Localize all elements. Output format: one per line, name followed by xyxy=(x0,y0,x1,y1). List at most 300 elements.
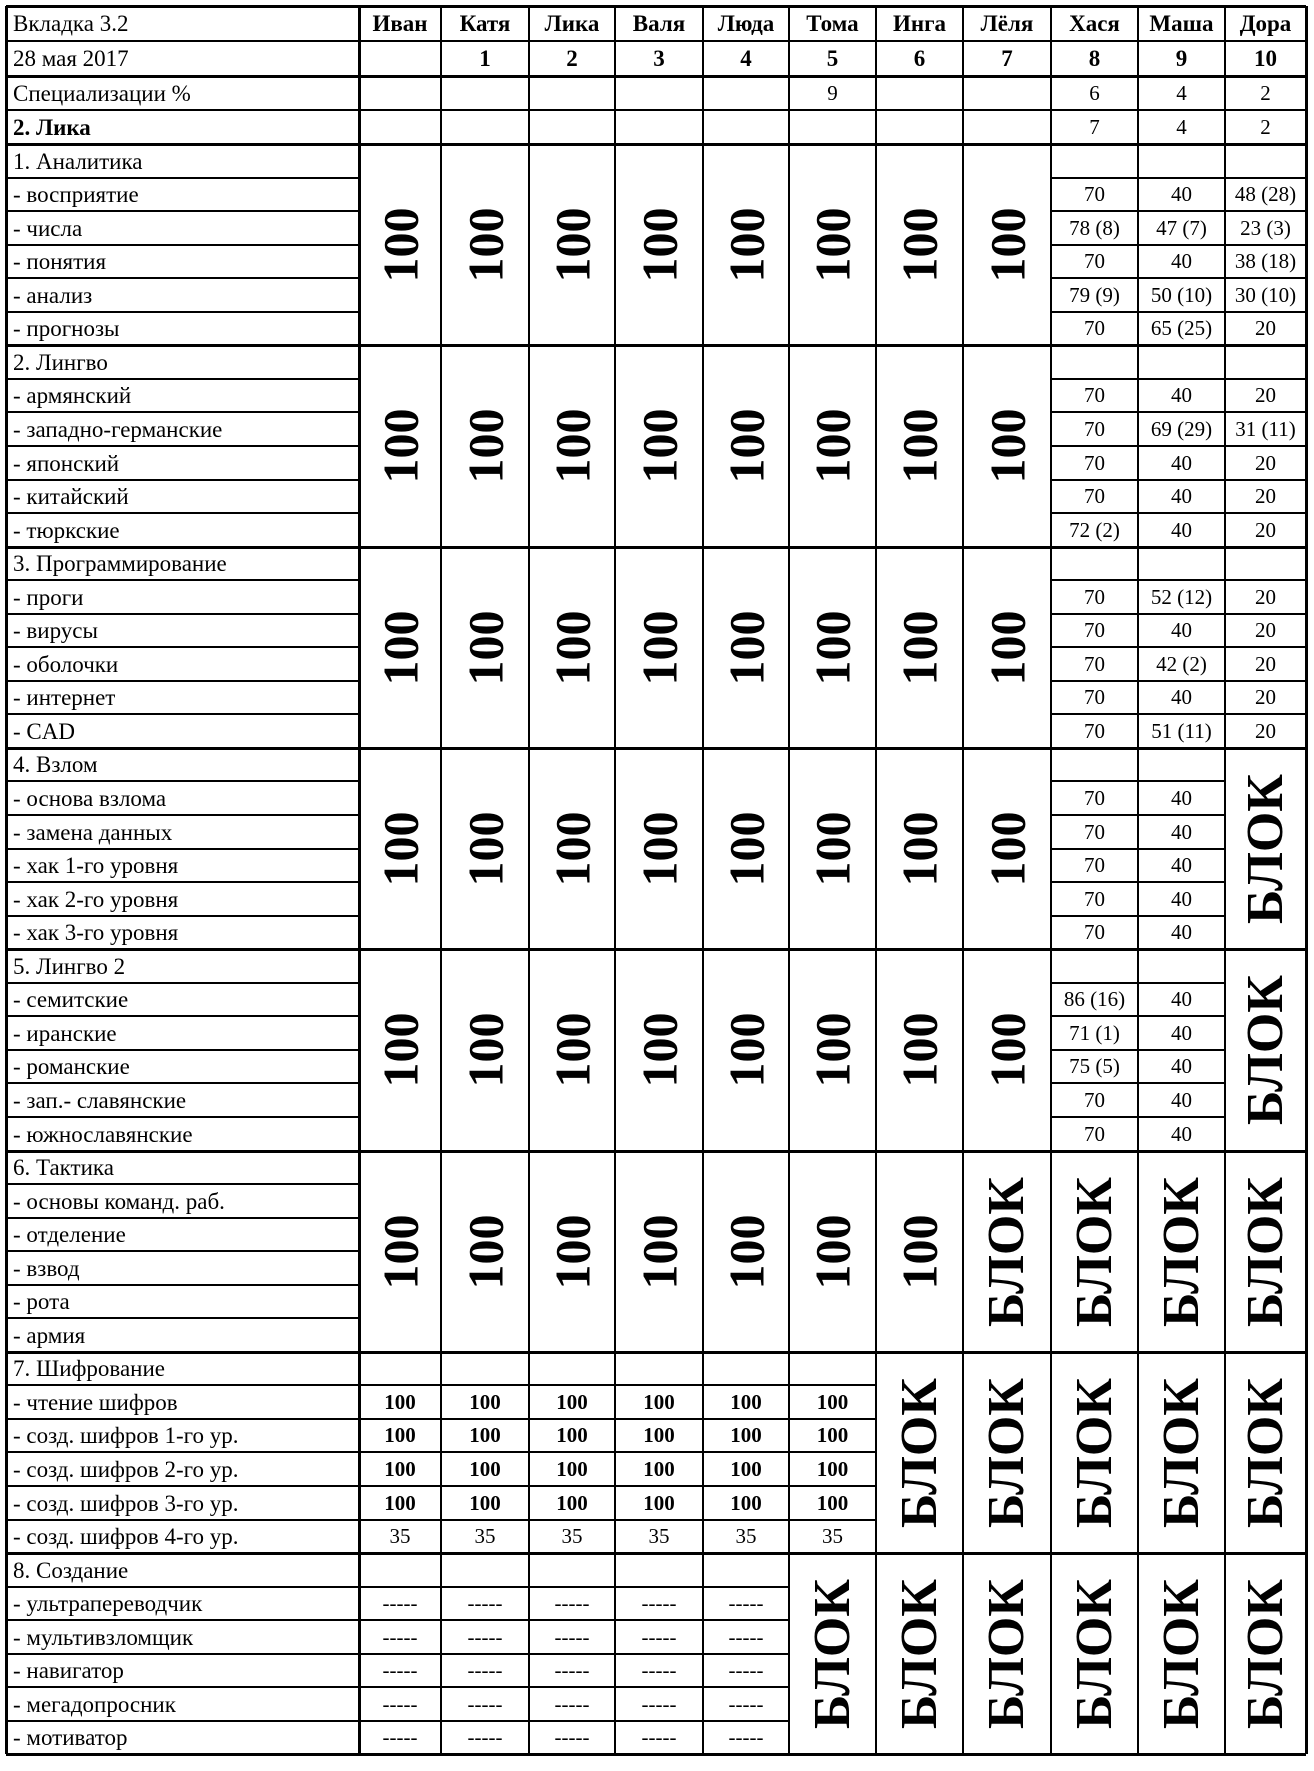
grid-line xyxy=(5,949,8,1151)
section-title: 5. Лингво 2 xyxy=(13,953,126,979)
table-cell: 69 (29) xyxy=(1150,416,1213,441)
grid-line xyxy=(1225,445,1306,446)
table-cell: ----- xyxy=(554,1691,590,1716)
grid-line xyxy=(702,949,703,1151)
column-name: Лика xyxy=(544,11,600,36)
grid-line xyxy=(1305,6,1308,144)
grid-line xyxy=(788,748,789,949)
table-cell: ----- xyxy=(467,1725,503,1749)
grid-line xyxy=(1224,6,1225,144)
table-cell xyxy=(529,76,615,110)
grid-line xyxy=(6,445,359,446)
table-cell: ----- xyxy=(728,1725,764,1749)
grid-line xyxy=(358,1151,361,1352)
grid-line xyxy=(962,1352,963,1553)
grid-line xyxy=(788,1151,789,1352)
grid-line xyxy=(1138,881,1225,882)
merged-score-text: 100 xyxy=(457,1012,513,1088)
column-number: 8 xyxy=(1088,46,1101,71)
grid-line xyxy=(1305,345,1308,547)
grid-line xyxy=(359,1720,441,1721)
grid-line xyxy=(6,814,359,815)
row-label: - хак 2-го уровня xyxy=(13,886,179,912)
grid-line xyxy=(703,1720,789,1721)
table-cell: 9 xyxy=(827,80,838,105)
column-name: Валя xyxy=(632,11,686,36)
grid-line xyxy=(1051,1049,1138,1050)
grid-line xyxy=(1305,547,1308,748)
block-label-text: БЛОК xyxy=(803,1578,861,1729)
grid-line xyxy=(702,345,703,547)
grid-line xyxy=(6,277,359,278)
grid-line xyxy=(1225,613,1306,614)
table-cell: 35 xyxy=(389,1524,411,1548)
grid-line xyxy=(6,881,359,882)
block-label xyxy=(1225,949,1306,1151)
grid-line xyxy=(703,1384,789,1385)
block-label-text: БЛОК xyxy=(1236,1578,1294,1729)
grid-line xyxy=(358,949,361,1151)
grid-line xyxy=(1225,177,1306,178)
table-cell xyxy=(359,110,441,144)
row-label: - понятия xyxy=(13,249,107,274)
grid-line xyxy=(614,6,615,144)
merged-score-text: 100 xyxy=(372,811,428,886)
table-cell: 70 xyxy=(1084,886,1105,911)
grid-line xyxy=(1137,1352,1138,1553)
merged-score-text: 100 xyxy=(631,408,687,484)
grid-line xyxy=(6,1217,359,1218)
column-name: Маша xyxy=(1149,11,1214,36)
grid-line xyxy=(6,1686,359,1687)
table-cell: ----- xyxy=(728,1591,764,1615)
merged-score-text: 100 xyxy=(804,811,861,886)
table-cell: 40 xyxy=(1171,920,1192,944)
grid-line xyxy=(1051,646,1138,647)
table-cell: 100 xyxy=(816,1490,849,1515)
table-cell: ----- xyxy=(728,1691,764,1716)
table-cell: ----- xyxy=(382,1725,418,1749)
block-label xyxy=(1225,748,1306,949)
row-label: - созд. шифров 2-го ур. xyxy=(13,1456,239,1482)
table-cell: 52 (12) xyxy=(1150,584,1213,609)
grid-line xyxy=(614,144,615,345)
table-cell: 71 (1) xyxy=(1069,1020,1120,1045)
grid-line xyxy=(1305,1151,1308,1352)
table-cell: 70 xyxy=(1084,584,1105,609)
grid-line xyxy=(6,378,359,379)
grid-line xyxy=(875,547,876,748)
table-cell: 79 (9) xyxy=(1069,282,1120,307)
grid-line xyxy=(358,547,361,748)
merged-score xyxy=(963,748,1051,949)
grid-line xyxy=(529,1451,615,1452)
block-label-text: БЛОК xyxy=(978,1578,1036,1729)
merged-score xyxy=(529,547,615,748)
table-cell: 48 (28) xyxy=(1234,182,1297,206)
grid-line xyxy=(703,1519,789,1520)
grid-line xyxy=(615,1451,703,1452)
grid-line xyxy=(528,748,529,949)
grid-line xyxy=(359,1586,441,1587)
table-cell: 4 xyxy=(1176,114,1187,139)
merged-score xyxy=(703,1151,789,1352)
table-cell xyxy=(789,110,876,144)
merged-score xyxy=(876,1151,963,1352)
table-cell: 47 (7) xyxy=(1156,215,1207,240)
table-cell: 78 (8) xyxy=(1069,215,1120,240)
table-cell: ----- xyxy=(641,1591,677,1615)
table-cell: ----- xyxy=(554,1658,590,1682)
grid-line xyxy=(875,1151,876,1352)
grid-line xyxy=(1224,144,1225,345)
merged-score xyxy=(441,748,529,949)
table-cell: 35 xyxy=(474,1524,496,1548)
table-cell: 70 xyxy=(1084,182,1105,206)
table-cell xyxy=(441,76,529,110)
grid-line xyxy=(1051,780,1138,781)
grid-line xyxy=(1138,713,1225,714)
merged-score xyxy=(876,949,963,1151)
section-title: 7. Шифрование xyxy=(13,1356,166,1381)
grid-line xyxy=(1137,949,1138,1151)
row-label: - хак 1-го уровня xyxy=(13,853,179,878)
grid-line xyxy=(1224,949,1225,1151)
grid-line xyxy=(359,1384,441,1385)
table-cell: 20 xyxy=(1255,484,1276,508)
column-name: Катя xyxy=(459,11,511,36)
table-cell: 100 xyxy=(730,1456,762,1481)
column-number: 4 xyxy=(740,46,752,71)
grid-line xyxy=(614,1553,615,1754)
section-title: 2. Лингво xyxy=(13,349,108,375)
grid-line xyxy=(1138,479,1225,480)
grid-line xyxy=(528,1151,529,1352)
merged-score xyxy=(789,547,876,748)
grid-line xyxy=(1137,6,1138,144)
row-label: - замена данных xyxy=(13,819,173,845)
merged-score xyxy=(529,1151,615,1352)
table-cell: 35 xyxy=(735,1524,757,1548)
grid-line xyxy=(1305,144,1308,345)
grid-line xyxy=(1305,748,1308,949)
grid-line xyxy=(6,411,359,412)
grid-line xyxy=(1051,210,1138,211)
grid-line xyxy=(5,748,8,949)
table-cell: ----- xyxy=(382,1591,418,1615)
merged-score xyxy=(963,144,1051,345)
grid-line xyxy=(6,1015,359,1016)
grid-line xyxy=(1050,949,1051,1151)
block-label xyxy=(1138,1352,1225,1553)
row-label: - созд. шифров 4-го ур. xyxy=(13,1524,239,1549)
table-cell: 100 xyxy=(469,1490,501,1515)
table-cell: 100 xyxy=(643,1423,675,1447)
merged-score-text: 100 xyxy=(372,1012,428,1088)
grid-line xyxy=(1051,713,1138,714)
merged-score xyxy=(441,1151,529,1352)
merged-score xyxy=(789,949,876,1151)
grid-line xyxy=(1225,411,1306,412)
column-name: Тома xyxy=(806,11,859,36)
table-cell: 100 xyxy=(556,1456,588,1481)
block-label-text: БЛОК xyxy=(890,1377,948,1528)
grid-line xyxy=(440,6,441,144)
merged-score-text: 100 xyxy=(718,610,774,685)
grid-line xyxy=(1051,680,1138,681)
table-cell: 70 xyxy=(1084,785,1105,810)
grid-line xyxy=(1138,311,1225,312)
row-label: - анализ xyxy=(13,282,93,308)
table-cell: 2 xyxy=(1260,114,1271,139)
grid-line xyxy=(1051,244,1138,245)
grid-line xyxy=(1138,915,1225,916)
grid-line xyxy=(441,1720,529,1721)
grid-line xyxy=(1051,848,1138,849)
grid-line xyxy=(529,1519,615,1520)
table-cell: 35 xyxy=(822,1524,843,1548)
grid-line xyxy=(6,1418,359,1419)
section-title: 6. Тактика xyxy=(13,1155,114,1180)
grid-line xyxy=(703,1586,789,1587)
grid-line xyxy=(528,949,529,1151)
block-label xyxy=(1225,1352,1306,1553)
grid-line xyxy=(1051,277,1138,278)
merged-score-text: 100 xyxy=(457,610,513,685)
table-cell: 75 (5) xyxy=(1069,1054,1120,1078)
block-label-text: БЛОК xyxy=(890,1578,948,1729)
table-cell: 100 xyxy=(816,1456,849,1481)
row-label: - основа взлома xyxy=(13,785,167,811)
grid-line xyxy=(359,1619,441,1620)
grid-line xyxy=(1225,210,1306,211)
grid-line xyxy=(615,1485,703,1486)
block-label xyxy=(1225,1151,1306,1352)
merged-score-text: 100 xyxy=(372,207,428,282)
grid-line xyxy=(962,1151,963,1352)
merged-score-text: 100 xyxy=(979,207,1035,282)
table-cell: 40 xyxy=(1171,987,1192,1011)
grid-line xyxy=(6,109,1306,110)
grid-line xyxy=(6,177,359,178)
grid-line xyxy=(1138,646,1225,647)
table-cell: 70 xyxy=(1084,249,1105,273)
grid-line xyxy=(702,1553,703,1754)
grid-line xyxy=(1224,345,1225,547)
grid-line xyxy=(615,1653,703,1654)
grid-line xyxy=(6,1720,359,1721)
table-cell: 40 xyxy=(1171,450,1192,475)
grid-line xyxy=(614,748,615,949)
grid-line xyxy=(962,748,963,949)
table-cell: 7 xyxy=(1089,114,1100,139)
merged-score-text: 100 xyxy=(718,1012,774,1088)
grid-line xyxy=(703,1686,789,1687)
table-cell: 70 xyxy=(1084,1121,1105,1146)
table-cell: ----- xyxy=(382,1691,418,1716)
grid-line xyxy=(5,547,8,748)
merged-score xyxy=(963,949,1051,1151)
grid-line xyxy=(359,1451,441,1452)
grid-line xyxy=(6,982,359,983)
merged-score xyxy=(789,748,876,949)
grid-line xyxy=(615,1418,703,1419)
block-label xyxy=(963,1151,1051,1352)
row-label: - отделение xyxy=(13,1222,126,1247)
table-cell: ----- xyxy=(382,1658,418,1682)
table-cell: 40 xyxy=(1171,886,1192,911)
grid-line xyxy=(1137,144,1138,345)
grid-line xyxy=(6,1619,359,1620)
grid-line xyxy=(703,1451,789,1452)
grid-line xyxy=(1137,547,1138,748)
table-cell: 35 xyxy=(648,1524,670,1548)
grid-line xyxy=(1051,613,1138,614)
grid-line xyxy=(1225,244,1306,245)
grid-line xyxy=(529,1418,615,1419)
merged-score xyxy=(359,1151,441,1352)
row-label: 2. Лика xyxy=(13,114,91,140)
row-label: - хак 3-го уровня xyxy=(13,920,179,945)
grid-line xyxy=(703,1418,789,1419)
table-cell: 72 (2) xyxy=(1069,517,1120,542)
table-cell: ----- xyxy=(467,1691,503,1716)
row-label: - вирусы xyxy=(13,618,98,643)
grid-line xyxy=(1224,748,1225,949)
merged-score-text: 100 xyxy=(544,1012,600,1088)
table-cell: 20 xyxy=(1255,584,1276,609)
grid-line xyxy=(1138,512,1225,513)
grid-line xyxy=(788,345,789,547)
table-cell: 100 xyxy=(384,1389,416,1414)
merged-score-text: 100 xyxy=(544,610,600,685)
grid-line xyxy=(1225,512,1306,513)
table-cell: 100 xyxy=(469,1423,501,1447)
block-label xyxy=(1138,1553,1225,1754)
grid-line xyxy=(6,75,1306,78)
block-label xyxy=(1051,1553,1138,1754)
merged-score-text: 100 xyxy=(979,408,1035,484)
table-cell: 31 (11) xyxy=(1235,416,1296,441)
row-label: - прогнозы xyxy=(13,316,120,341)
grid-line xyxy=(6,713,359,714)
row-label: - числа xyxy=(13,215,83,241)
merged-score-text: 100 xyxy=(979,1012,1035,1088)
grid-line xyxy=(1050,547,1051,748)
row-label: - южнославянские xyxy=(13,1121,193,1147)
grid-line xyxy=(6,1250,359,1251)
table-cell: 100 xyxy=(816,1389,849,1414)
merged-score xyxy=(441,949,529,1151)
grid-line xyxy=(1138,579,1225,580)
row-label: - иранские xyxy=(13,1020,117,1046)
merged-score xyxy=(876,748,963,949)
grid-line xyxy=(6,1753,1306,1756)
block-label xyxy=(963,1352,1051,1553)
grid-line xyxy=(614,949,615,1151)
grid-line xyxy=(529,1686,615,1687)
grid-line xyxy=(1305,949,1308,1151)
table-cell: 100 xyxy=(816,1423,849,1447)
grid-line xyxy=(358,345,361,547)
merged-score-text: 100 xyxy=(544,408,600,484)
grid-line xyxy=(1051,479,1138,480)
table-cell: 100 xyxy=(643,1389,675,1414)
grid-line xyxy=(6,915,359,916)
table-cell xyxy=(359,76,441,110)
grid-line xyxy=(1137,1151,1138,1352)
table-cell: 51 (11) xyxy=(1151,718,1212,743)
merged-score xyxy=(963,547,1051,748)
merged-score xyxy=(963,345,1051,547)
grid-line xyxy=(615,1720,703,1721)
grid-line xyxy=(6,1082,359,1083)
row-label: - китайский xyxy=(13,484,129,509)
grid-line xyxy=(788,547,789,748)
table-cell: 70 xyxy=(1084,651,1105,676)
grid-line xyxy=(441,1418,529,1419)
grid-line xyxy=(703,1485,789,1486)
row-label: - семитские xyxy=(13,987,129,1012)
grid-line xyxy=(962,6,963,144)
grid-line xyxy=(358,1553,361,1754)
block-label xyxy=(1225,1553,1306,1754)
merged-score xyxy=(359,748,441,949)
block-label-text: БЛОК xyxy=(1065,1176,1123,1327)
table-cell xyxy=(963,110,1051,144)
grid-line xyxy=(1225,378,1306,379)
grid-line xyxy=(1225,579,1306,580)
column-number: 6 xyxy=(913,46,926,71)
grid-line xyxy=(1138,277,1225,278)
grid-line xyxy=(6,512,359,513)
merged-score xyxy=(703,547,789,748)
table-cell xyxy=(963,76,1051,110)
grid-line xyxy=(788,1352,789,1553)
block-label xyxy=(1051,1151,1138,1352)
column-name: Лёля xyxy=(980,11,1034,36)
grid-line xyxy=(529,1720,615,1721)
table-cell: 20 xyxy=(1255,450,1276,475)
merged-score xyxy=(703,144,789,345)
grid-line xyxy=(6,646,359,647)
table-cell: 70 xyxy=(1084,484,1105,508)
grid-line xyxy=(1050,1553,1051,1754)
grid-line xyxy=(962,547,963,748)
grid-line xyxy=(440,345,441,547)
row-label: - оболочки xyxy=(13,651,119,677)
block-label xyxy=(789,1553,876,1754)
table-cell: 100 xyxy=(469,1389,501,1414)
grid-line xyxy=(615,1586,703,1587)
merged-score-text: 100 xyxy=(372,610,428,685)
table-cell: ----- xyxy=(467,1624,503,1649)
merged-score xyxy=(789,345,876,547)
grid-line xyxy=(1050,144,1051,345)
grid-line xyxy=(1137,345,1138,547)
grid-line xyxy=(1225,680,1306,681)
block-label xyxy=(1138,1151,1225,1352)
grid-line xyxy=(359,1519,441,1520)
grid-line xyxy=(359,1418,441,1419)
block-label-text: БЛОК xyxy=(1236,1377,1294,1528)
table-cell: 100 xyxy=(469,1456,501,1481)
grid-line xyxy=(441,1384,529,1385)
grid-line xyxy=(962,1553,963,1754)
grid-line xyxy=(6,40,1306,41)
merged-score-text: 100 xyxy=(979,811,1035,886)
merged-score-text: 100 xyxy=(631,207,687,282)
